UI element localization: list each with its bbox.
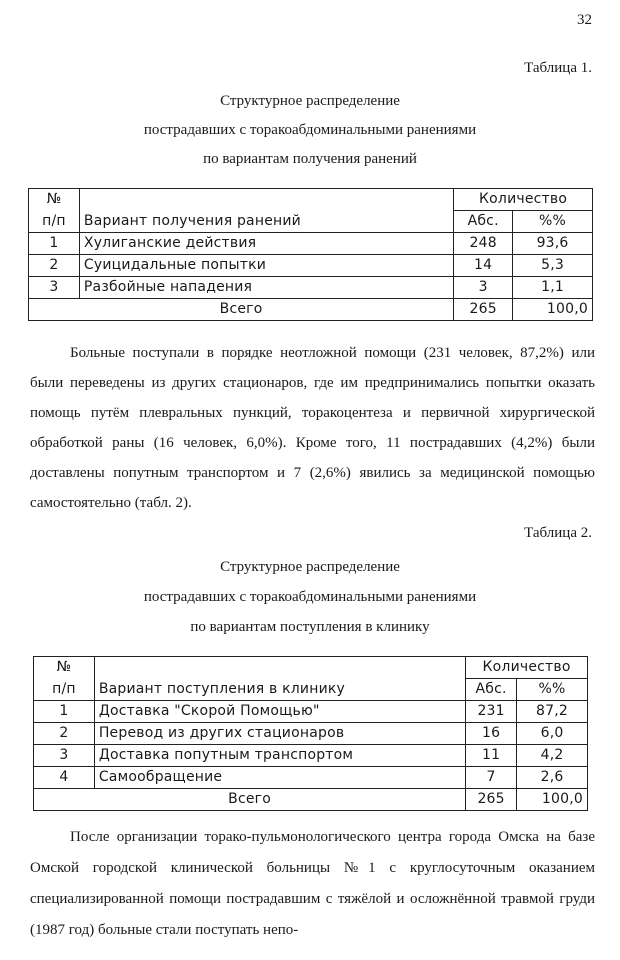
row-name: Разбойные нападения xyxy=(79,277,453,299)
table2-caption-line: по вариантам поступления в клинику xyxy=(190,619,430,635)
row-pct: 87,2 xyxy=(517,701,588,723)
table1-caption xyxy=(0,87,620,174)
row-pct: 2,6 xyxy=(517,767,588,789)
row-pct: 4,2 xyxy=(517,745,588,767)
row-name: Самообращение xyxy=(94,767,465,789)
table-row xyxy=(29,277,593,299)
row-abs: 16 xyxy=(466,723,517,745)
row-abs: 14 xyxy=(454,255,513,277)
row-num: 3 xyxy=(34,745,95,767)
table-row xyxy=(34,723,588,745)
row-abs: 7 xyxy=(466,767,517,789)
table-row xyxy=(29,233,593,255)
num-header-bottom: п/п xyxy=(29,211,80,233)
total-abs: 265 xyxy=(454,299,513,321)
abs-header: Абс. xyxy=(466,679,517,701)
variant-header: Вариант получения ранений xyxy=(79,211,453,233)
num-header-top: № xyxy=(34,657,95,679)
row-pct: 1,1 xyxy=(513,277,593,299)
table1-total-row xyxy=(29,299,593,321)
total-label: Всего xyxy=(29,299,454,321)
row-num: 1 xyxy=(34,701,95,723)
table1-label: Таблица 1. xyxy=(524,60,592,76)
row-name: Хулиганские действия xyxy=(79,233,453,255)
pct-header: %% xyxy=(513,211,593,233)
table1-subheader-row xyxy=(29,211,593,233)
row-pct: 6,0 xyxy=(517,723,588,745)
table2-total-row xyxy=(34,789,588,811)
row-abs: 11 xyxy=(466,745,517,767)
table2-caption-line: пострадавших с торакоабдоминальными ранениями xyxy=(143,589,477,605)
quantity-header: Количество xyxy=(466,657,588,679)
pct-header: %% xyxy=(517,679,588,701)
table2-caption xyxy=(0,552,620,642)
table1-caption-line: по вариантам получения ранений xyxy=(203,151,417,167)
table1-header-row xyxy=(29,189,593,211)
table2-header-row xyxy=(34,657,588,679)
table-row xyxy=(34,701,588,723)
row-num: 2 xyxy=(34,723,95,745)
row-abs: 3 xyxy=(454,277,513,299)
table2-label: Таблица 2. xyxy=(524,525,592,541)
paragraph-1: Больные поступали в порядке неотложной помощи (231 человек, 87,2%) или были переведены из других стационаров, где им предпринимались попытки оказать помощь путём плевральных пункций, торакоцентеза и первичной хирургической обработкой раны (16 человек, 6,0%). Кроме того, 11 пострадавших (4,2%) были доставлены попутным транспортом и 7 (2,6%) явились за медицинской помощью самостоятельно (табл. 2). xyxy=(30,345,595,511)
num-header-bottom: п/п xyxy=(34,679,95,701)
table2 xyxy=(33,656,588,811)
variant-header-spacer xyxy=(79,189,453,211)
row-num: 1 xyxy=(29,233,80,255)
variant-header-spacer xyxy=(94,657,465,679)
table1 xyxy=(28,188,593,321)
row-name: Суицидальные попытки xyxy=(79,255,453,277)
table2-subheader-row xyxy=(34,679,588,701)
row-pct: 5,3 xyxy=(513,255,593,277)
paragraph-2: После организации торако-пульмонологического центра города Омска на базе Омской городской клинической больницы №1 с круглосуточным оказанием специализированной помощи пострадавшим с тяжёлой и осложнённой травмой груди (1987 год) больные стали поступать непо- xyxy=(30,829,595,938)
row-num: 4 xyxy=(34,767,95,789)
num-header-top: № xyxy=(29,189,80,211)
page-number: 32 xyxy=(577,12,592,28)
quantity-header: Количество xyxy=(454,189,593,211)
total-abs: 265 xyxy=(466,789,517,811)
table-row xyxy=(29,255,593,277)
abs-header: Абс. xyxy=(454,211,513,233)
variant-header: Вариант поступления в клинику xyxy=(94,679,465,701)
table1-caption-line: Структурное распределение xyxy=(220,93,400,109)
total-pct: 100,0 xyxy=(517,789,588,811)
row-num: 2 xyxy=(29,255,80,277)
row-abs: 248 xyxy=(454,233,513,255)
total-pct: 100,0 xyxy=(513,299,593,321)
table-row xyxy=(34,745,588,767)
table1-caption-line: пострадавших с торакоабдоминальными ранениями xyxy=(143,122,477,138)
row-pct: 93,6 xyxy=(513,233,593,255)
row-name: Доставка попутным транспортом xyxy=(94,745,465,767)
row-abs: 231 xyxy=(466,701,517,723)
row-name: Доставка "Скорой Помощью" xyxy=(94,701,465,723)
row-name: Перевод из других стационаров xyxy=(94,723,465,745)
row-num: 3 xyxy=(29,277,80,299)
table-row xyxy=(34,767,588,789)
table2-caption-line: Структурное распределение xyxy=(220,559,400,575)
total-label: Всего xyxy=(34,789,466,811)
